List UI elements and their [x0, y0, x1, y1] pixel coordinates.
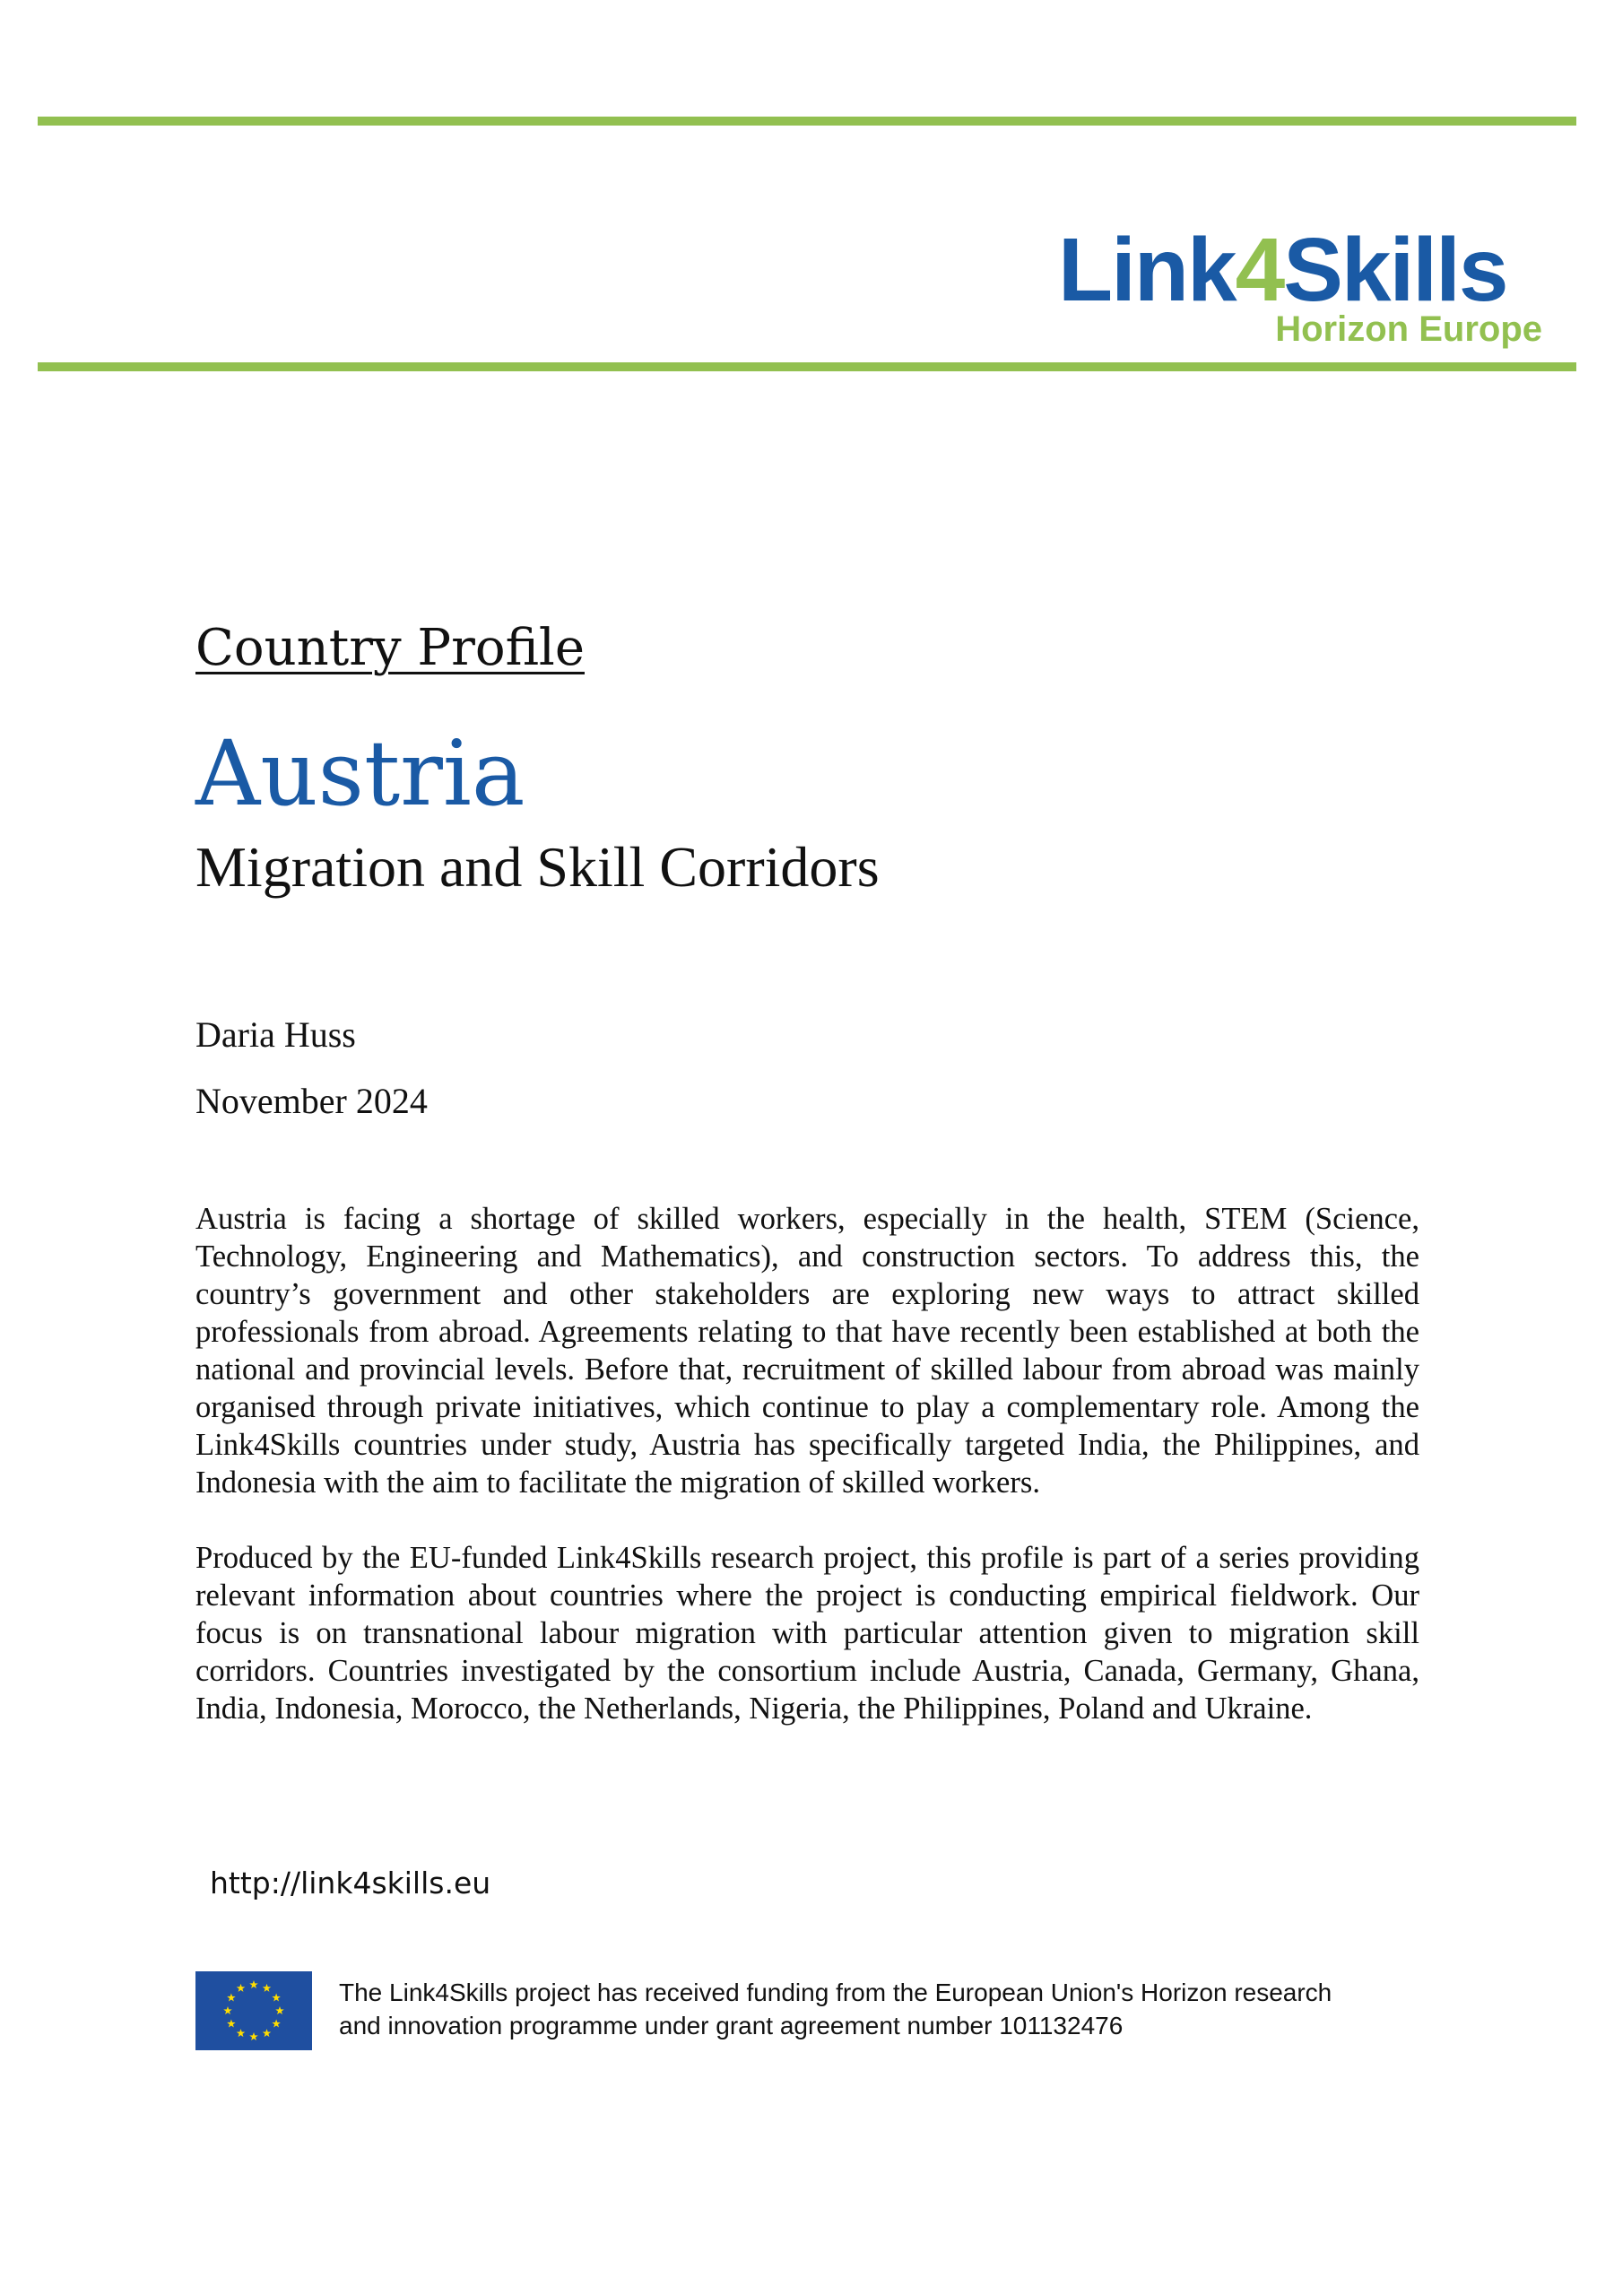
funding-line-1: The Link4Skills project has received funding from the European Union's Horizon research	[339, 1979, 1332, 2006]
section-label: Country Profile	[195, 619, 585, 677]
logo-digit: 4	[1235, 220, 1284, 320]
project-url-link[interactable]: http://link4skills.eu	[210, 1866, 491, 1900]
eu-flag-icon	[195, 1971, 312, 2050]
svg-text:Link4Skills	[1058, 220, 1506, 320]
project-description-paragraph: Produced by the EU-funded Link4Skills research project, this profile is part of a series providing relevant information about countries where the project is conducting empirical fieldwork. Our focus is on transnational labour migration with particular attention given to migration skill corridors. Countries investigated by the consortium include Austria, Canada, Germany, Ghana, India, Indonesia, Morocco, the Netherlands, Nigeria, the Philippines, Poland and Ukraine.	[195, 1541, 1419, 1726]
logo-text-link: Link	[1058, 220, 1236, 320]
summary-paragraph: Austria is facing a shortage of skilled workers, especially in the health, STEM (Science, Technology, Engineering and Mathematics), and construction sectors. To address this, the country’s government and other stakeholders are exploring new ways to attract skilled professionals from abroad. Agreements relating to that have recently been established at both the national and provincial levels. Before that, recruitment of skilled labour from abroad was mainly organised through private initiatives, which continue to play a complementary role. Among the Link4Skills countries under study, Austria has specifically targeted India, the Philippines, and Indonesia with the aim to facilitate the migration of skilled workers.	[195, 1202, 1419, 1500]
logo-tagline: Horizon Europe	[1275, 309, 1542, 349]
link4skills-logo	[1058, 206, 1560, 359]
author-name: Daria Huss	[195, 1014, 356, 1055]
header-top-rule	[38, 117, 1576, 126]
publication-date: November 2024	[195, 1081, 428, 1121]
header-bottom-rule	[38, 362, 1576, 371]
logo-text-skills: Skills	[1283, 220, 1507, 320]
document-subtitle: Migration and Skill Corridors	[195, 835, 880, 899]
funding-statement	[339, 1976, 1433, 2042]
funding-line-2: and innovation programme under grant agreement number 101132476	[339, 2012, 1124, 2039]
country-title: Austria	[195, 721, 525, 826]
